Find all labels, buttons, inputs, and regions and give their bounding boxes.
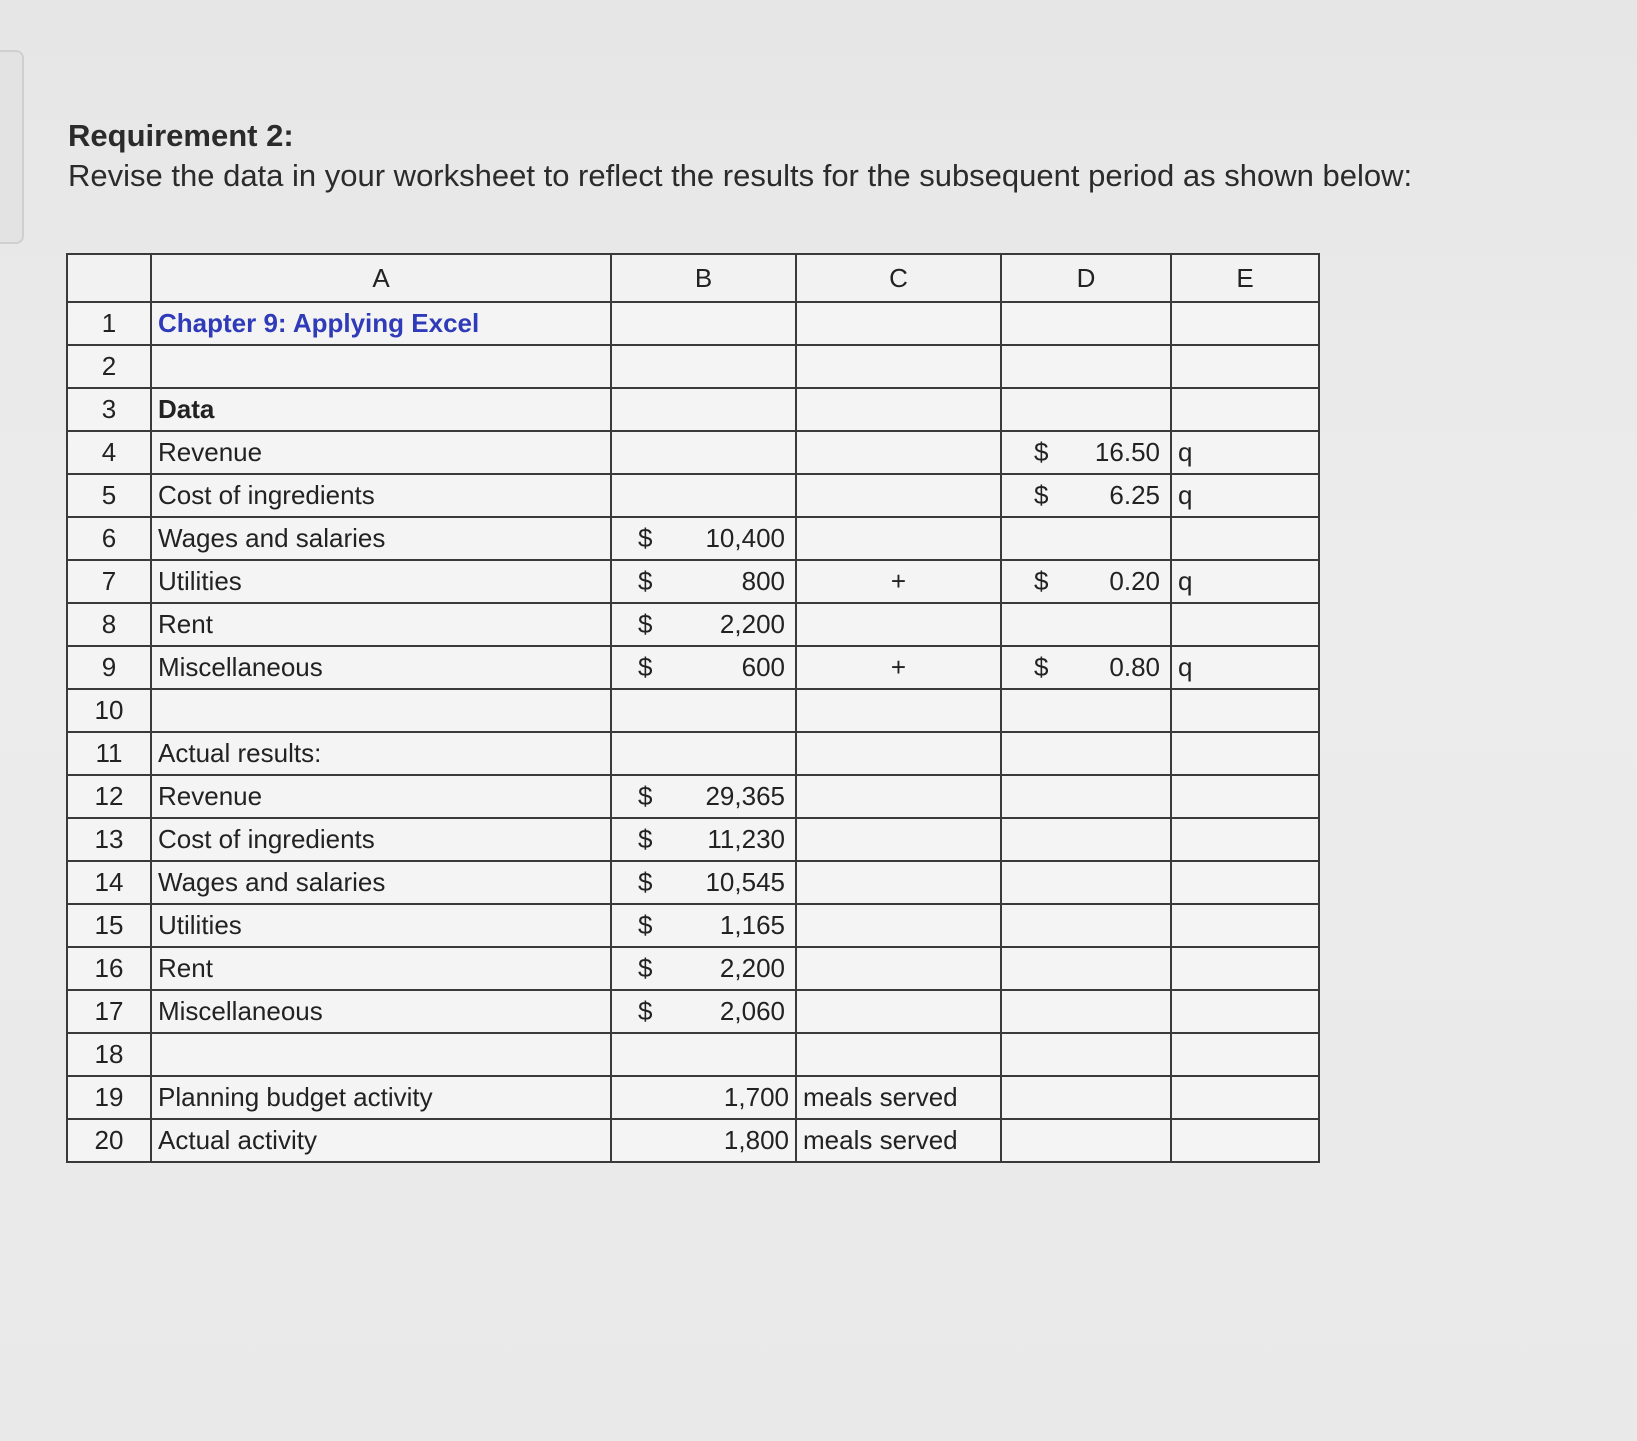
sheet-row-10 (67, 689, 1319, 732)
currency-symbol: $ (638, 996, 653, 1026)
cell-value: 6.25 (1109, 480, 1160, 510)
cell-b14[interactable] (611, 861, 796, 904)
row-number[interactable]: 10 (67, 689, 151, 732)
row-number[interactable]: 6 (67, 517, 151, 560)
left-edge-tab (0, 50, 24, 244)
cell-c17[interactable] (796, 990, 1001, 1033)
row-number[interactable]: 14 (67, 861, 151, 904)
cell-c2[interactable] (796, 345, 1001, 388)
cell-value: 1,165 (719, 910, 785, 940)
row-number[interactable]: 20 (67, 1119, 151, 1162)
cell-a18[interactable] (151, 1033, 611, 1076)
sheet-row-3 (67, 388, 1319, 431)
corner-cell[interactable] (67, 254, 151, 302)
cell-value: 2,200 (719, 609, 785, 639)
cell-d2[interactable] (1001, 345, 1171, 388)
row-number[interactable]: 9 (67, 646, 151, 689)
row-number[interactable]: 4 (67, 431, 151, 474)
cell-e11[interactable] (1171, 732, 1319, 775)
cell-a12[interactable]: Revenue (151, 775, 611, 818)
sheet-row-11 (67, 732, 1319, 775)
cell-a13[interactable]: Cost of ingredients (151, 818, 611, 861)
cell-c1[interactable] (796, 302, 1001, 345)
currency-symbol: $ (638, 781, 653, 811)
cell-b13[interactable] (611, 818, 796, 861)
cell-a3[interactable]: Data (151, 388, 611, 431)
cell-c20[interactable]: meals served (796, 1119, 1001, 1162)
cell-value: 10,545 (705, 867, 785, 897)
cell-value: 0.80 (1109, 652, 1160, 682)
cell-d11[interactable] (1001, 732, 1171, 775)
cell-b1[interactable] (611, 302, 796, 345)
currency-symbol: $ (1034, 437, 1049, 467)
cell-e8[interactable] (1171, 603, 1319, 646)
row-number[interactable]: 18 (67, 1033, 151, 1076)
sheet-row-14 (67, 861, 1319, 904)
cell-a9[interactable]: Miscellaneous (151, 646, 611, 689)
cell-d8[interactable] (1001, 603, 1171, 646)
cell-a8[interactable]: Rent (151, 603, 611, 646)
cell-a11[interactable]: Actual results: (151, 732, 611, 775)
cell-e3[interactable] (1171, 388, 1319, 431)
cell-value: 11,230 (707, 824, 785, 854)
cell-a4[interactable]: Revenue (151, 431, 611, 474)
cell-e5[interactable]: q (1171, 474, 1319, 517)
cell-d9[interactable] (1001, 646, 1171, 689)
cell-value: 800 (741, 566, 785, 596)
cell-a1[interactable]: Chapter 9: Applying Excel (151, 302, 611, 345)
cell-a19[interactable]: Planning budget activity (151, 1076, 611, 1119)
column-header-d[interactable]: D (1001, 254, 1171, 302)
currency-symbol: $ (638, 566, 653, 596)
row-number[interactable]: 12 (67, 775, 151, 818)
column-header-row (67, 254, 1319, 302)
cell-a2[interactable] (151, 345, 611, 388)
sheet-row-16 (67, 947, 1319, 990)
sheet-row-5 (67, 474, 1319, 517)
currency-symbol: $ (638, 652, 653, 682)
cell-a7[interactable]: Utilities (151, 560, 611, 603)
cell-b20[interactable]: 1,800 (611, 1119, 796, 1162)
cell-d15[interactable] (1001, 904, 1171, 947)
cell-d13[interactable] (1001, 818, 1171, 861)
cell-c19[interactable]: meals served (796, 1076, 1001, 1119)
cell-value: 2,060 (719, 996, 785, 1026)
currency-symbol: $ (638, 953, 653, 983)
row-number[interactable]: 3 (67, 388, 151, 431)
currency-symbol: $ (638, 824, 653, 854)
spreadsheet (66, 253, 1320, 1163)
cell-c11[interactable] (796, 732, 1001, 775)
cell-c13[interactable] (796, 818, 1001, 861)
row-number[interactable]: 13 (67, 818, 151, 861)
cell-d4[interactable] (1001, 431, 1171, 474)
cell-b8[interactable] (611, 603, 796, 646)
row-number[interactable]: 11 (67, 732, 151, 775)
cell-value: 0.20 (1109, 566, 1160, 596)
cell-d19[interactable] (1001, 1076, 1171, 1119)
cell-value: 29,365 (705, 781, 785, 811)
sheet-row-1 (67, 302, 1319, 345)
cell-d7[interactable] (1001, 560, 1171, 603)
sheet-row-2 (67, 345, 1319, 388)
cell-d20[interactable] (1001, 1119, 1171, 1162)
cell-b3[interactable] (611, 388, 796, 431)
row-number[interactable]: 19 (67, 1076, 151, 1119)
cell-e20[interactable] (1171, 1119, 1319, 1162)
cell-b18[interactable] (611, 1033, 796, 1076)
cell-e4[interactable]: q (1171, 431, 1319, 474)
cell-c15[interactable] (796, 904, 1001, 947)
currency-symbol: $ (638, 523, 653, 553)
column-header-c[interactable]: C (796, 254, 1001, 302)
cell-c4[interactable] (796, 431, 1001, 474)
cell-e13[interactable] (1171, 818, 1319, 861)
cell-b6[interactable] (611, 517, 796, 560)
cell-e15[interactable] (1171, 904, 1319, 947)
cell-e10[interactable] (1171, 689, 1319, 732)
cell-d1[interactable] (1001, 302, 1171, 345)
row-number[interactable]: 16 (67, 947, 151, 990)
cell-d6[interactable] (1001, 517, 1171, 560)
cell-e14[interactable] (1171, 861, 1319, 904)
cell-c12[interactable] (796, 775, 1001, 818)
cell-c3[interactable] (796, 388, 1001, 431)
requirement-instruction: Revise the data in your worksheet to reflect the results for the subsequent period as shown below: (68, 158, 1413, 193)
cell-b12[interactable] (611, 775, 796, 818)
cell-a14[interactable]: Wages and salaries (151, 861, 611, 904)
sheet-row-20 (67, 1119, 1319, 1162)
sheet-row-9 (67, 646, 1319, 689)
cell-b4[interactable] (611, 431, 796, 474)
cell-a15[interactable]: Utilities (151, 904, 611, 947)
cell-b7[interactable] (611, 560, 796, 603)
cell-b19[interactable]: 1,700 (611, 1076, 796, 1119)
cell-value: 16.50 (1094, 437, 1160, 467)
cell-c5[interactable] (796, 474, 1001, 517)
cell-d14[interactable] (1001, 861, 1171, 904)
cell-value: 10,400 (705, 523, 785, 553)
cell-d5[interactable] (1001, 474, 1171, 517)
cell-c10[interactable] (796, 689, 1001, 732)
cell-e16[interactable] (1171, 947, 1319, 990)
row-number[interactable]: 17 (67, 990, 151, 1033)
column-header-a[interactable]: A (151, 254, 611, 302)
currency-symbol: $ (638, 910, 653, 940)
sheet-row-6 (67, 517, 1319, 560)
cell-a6[interactable]: Wages and salaries (151, 517, 611, 560)
cell-e18[interactable] (1171, 1033, 1319, 1076)
cell-b10[interactable] (611, 689, 796, 732)
cell-a16[interactable]: Rent (151, 947, 611, 990)
cell-d17[interactable] (1001, 990, 1171, 1033)
sheet-row-7 (67, 560, 1319, 603)
cell-b9[interactable] (611, 646, 796, 689)
cell-e19[interactable] (1171, 1076, 1319, 1119)
cell-a5[interactable]: Cost of ingredients (151, 474, 611, 517)
column-header-b[interactable]: B (611, 254, 796, 302)
sheet-row-17 (67, 990, 1319, 1033)
cell-a10[interactable] (151, 689, 611, 732)
cell-b17[interactable] (611, 990, 796, 1033)
column-header-e[interactable]: E (1171, 254, 1319, 302)
currency-symbol: $ (1034, 480, 1049, 510)
cell-d10[interactable] (1001, 689, 1171, 732)
row-number[interactable]: 8 (67, 603, 151, 646)
cell-d16[interactable] (1001, 947, 1171, 990)
cell-d18[interactable] (1001, 1033, 1171, 1076)
sheet-row-15 (67, 904, 1319, 947)
sheet-row-12 (67, 775, 1319, 818)
row-number[interactable]: 1 (67, 302, 151, 345)
cell-c8[interactable] (796, 603, 1001, 646)
cell-c16[interactable] (796, 947, 1001, 990)
cell-d12[interactable] (1001, 775, 1171, 818)
cell-d3[interactable] (1001, 388, 1171, 431)
cell-b2[interactable] (611, 345, 796, 388)
sheet-row-19 (67, 1076, 1319, 1119)
currency-symbol: $ (1034, 566, 1049, 596)
row-number[interactable]: 5 (67, 474, 151, 517)
cell-b11[interactable] (611, 732, 796, 775)
cell-e1[interactable] (1171, 302, 1319, 345)
cell-e6[interactable] (1171, 517, 1319, 560)
cell-c9[interactable]: + (796, 646, 1001, 689)
sheet-row-4 (67, 431, 1319, 474)
cell-c14[interactable] (796, 861, 1001, 904)
requirement-heading: Requirement 2: (68, 118, 294, 153)
cell-e7[interactable]: q (1171, 560, 1319, 603)
cell-c7[interactable]: + (796, 560, 1001, 603)
cell-e12[interactable] (1171, 775, 1319, 818)
cell-e17[interactable] (1171, 990, 1319, 1033)
currency-symbol: $ (638, 609, 653, 639)
currency-symbol: $ (1034, 652, 1049, 682)
cell-value: 2,200 (719, 953, 785, 983)
cell-c6[interactable] (796, 517, 1001, 560)
cell-a20[interactable]: Actual activity (151, 1119, 611, 1162)
cell-b16[interactable] (611, 947, 796, 990)
cell-b5[interactable] (611, 474, 796, 517)
cell-e9[interactable]: q (1171, 646, 1319, 689)
cell-b15[interactable] (611, 904, 796, 947)
row-number[interactable]: 7 (67, 560, 151, 603)
cell-c18[interactable] (796, 1033, 1001, 1076)
row-number[interactable]: 2 (67, 345, 151, 388)
cell-value: 600 (741, 652, 785, 682)
sheet-row-13 (67, 818, 1319, 861)
sheet-row-8 (67, 603, 1319, 646)
sheet-row-18 (67, 1033, 1319, 1076)
row-number[interactable]: 15 (67, 904, 151, 947)
cell-a17[interactable]: Miscellaneous (151, 990, 611, 1033)
cell-e2[interactable] (1171, 345, 1319, 388)
currency-symbol: $ (638, 867, 653, 897)
